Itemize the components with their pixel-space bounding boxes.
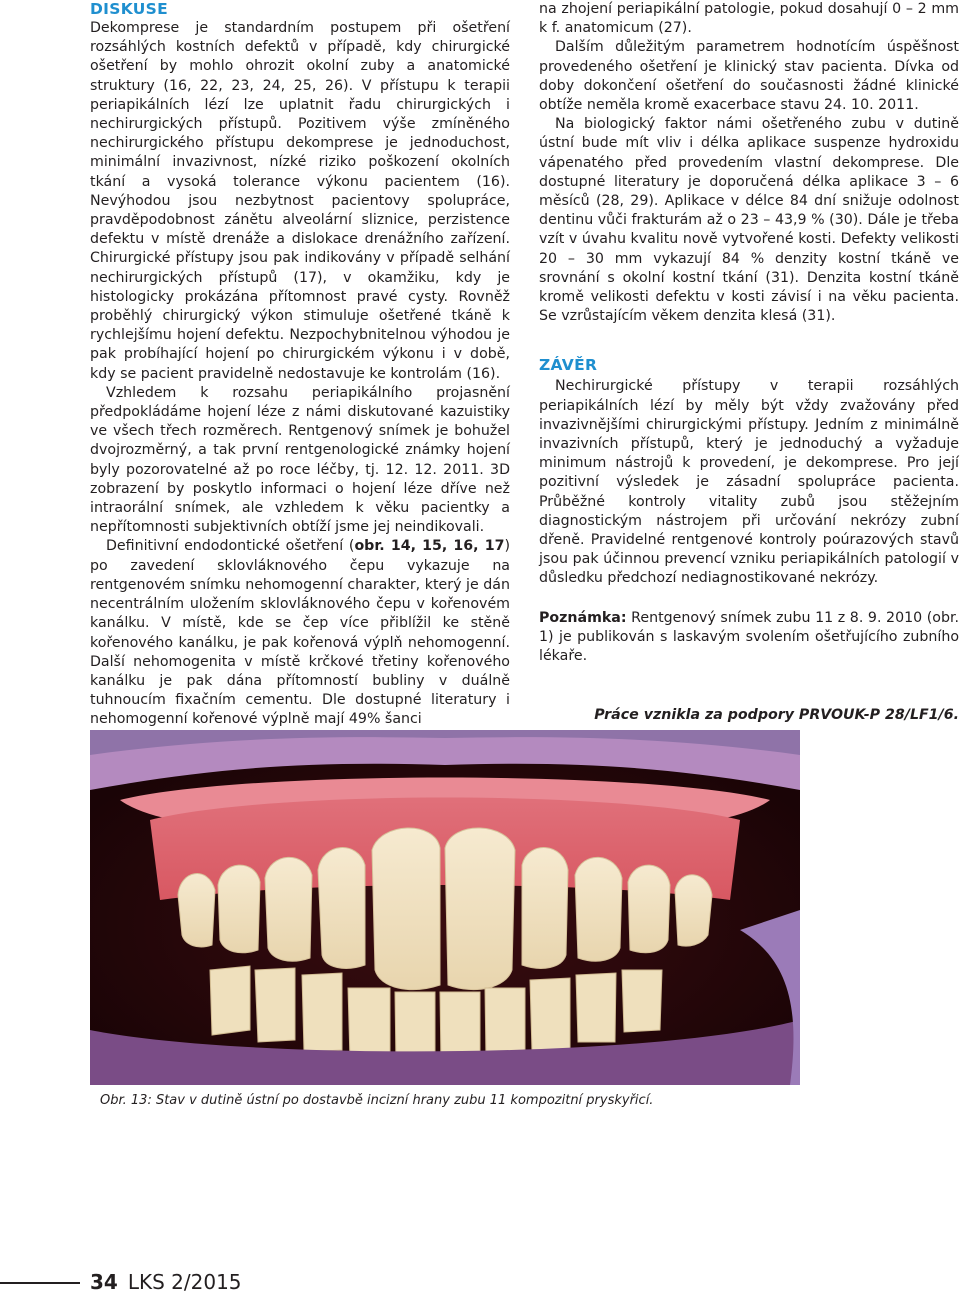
paragraph-text: Definitivní endodontické ošetření ( [106, 538, 355, 555]
page-number: 34 [90, 1270, 118, 1294]
paragraph-conclusion: Nechirurgické přístupy v terapii rozsáhlých periapikálních lézí by měly být vždy zvažovány před invazivnějšími chirurgickými přístupy. Jedním z minimálně invazivních přístupů, který je jednoduchý a vyžaduje minimum nástrojů k provedení, je dekomprese. Pro její pozitivní výsledek je zásadní spolupráce pacienta. Průběžné kontroly vitality zubů jsou stěžejním diagnostickým nástrojem při určování nekrózy zubní dřeně. Pravidelné rentgenové kontroly poúrazových stavů jsou pak účinnou prevencí vzniku periapikálních patologií v důsledku předchozí nediagnostikované nekrózy. [539, 378, 959, 587]
section-heading-diskuse: DISKUSE [90, 0, 168, 18]
paragraph: Vzhledem k rozsahu periapikálního projasnění předpokládáme hojení léze z námi diskutované kazuistiky ve všech třech rozměrech. Rentgenový snímek je bohužel dvojrozměrný, a tak první rentgenologické známky hojení byly pozorovatelné až po roce léčby, tj. 12. 12. 2011. 3D zobrazení by poskytlo informaci o hojení léze dříve než intraorální snímek, ale vzhledem k věku pacientky a nepřítomnosti subjektivních obtíží jsme jej neindikovali. [90, 384, 510, 536]
note [539, 609, 959, 667]
journal-name: LKS 2/2015 [127, 1270, 242, 1294]
figure-caption: Obr. 13: Stav v dutině ústní po dostavbě incizní hrany zubu 11 kompozitní pryskyřicí. [100, 1093, 654, 1108]
note-label: Poznámka: [539, 609, 627, 626]
paragraph: Dekomprese je standardním postupem při ošetření rozsáhlých kostních defektů v případě, kdy chirurgické ošetření by mohlo ohrozit okolní zuby a anatomické struktury (16, 22, 23, 24, 25, 26). V přístupu k terapii periapikálních lézí lze uplatnit řadu chirurgických i nechirurgických přístupů. Pozitivem výše zmíněného nechirurgického přístupu dekomprese je jednoduchost, minimální invazivnost, nízké riziko poškození okolních tkání a vysoká tolerance výkonu pacientem (16). Nevýhodou jsou nezbytnost pacientovy spolupráce, pravděpodobnost zánětu alveolární sliznice, perzistence defektu v místě drenáže a dislokace drenážního zařízení. Chirurgické přístupy jsou pak indikovány v případě selhání nechirurgických přístupů (17), v okamžiku, kdy je histologicky prokázána přítomnost pravé cysty. Rovněž proběhlý chirurgický výkon stimuluje ošetřené tkáně k rychlejšímu hojení defektu. Nezpochybnitelnou výhodou je pak probíhající hojení po chirurgickém výkonu i v době, kdy se pacient pravidelně nedostavuje ke kontrolám (16). [90, 20, 510, 382]
acknowledgement: Práce vznikla za podpory PRVOUK-P 28/LF1/6. [594, 707, 959, 724]
paragraph: na zhojení periapikální patologie, pokud dosahují 0 – 2 mm k f. anatomicum (27). [539, 1, 959, 37]
dental-photo-illustration [90, 730, 800, 1085]
paragraph: Na biologický faktor námi ošetřeného zubu v dutině ústní bude mít vliv i délka aplikace suspenze hydroxidu vápenatého před provedením vlastní dekomprese. Dle dostupné literatury je doporučená délka aplikace 3 – 6 měsíců (28, 29). Aplikace v délce 84 dní snižuje odolnost dentinu vůči frakturám až o 23 – 43,9 % (30). Dále je třeba vzít v úvahu kvalitu nově vytvořené kosti. Defekty velikosti 20 – 30 mm vykazují 84 % denzity kostní tkáně ve srovnání s okolní kostní tkání (31). Denzita kostní tkáně kromě velikosti defektu v kosti závisí i na věku pacienta. Se vzrůstajícím věkem denzita klesá (31). [539, 116, 959, 325]
paragraph-text: ) po zavedení sklovláknového čepu vykazuje na rentgenovém snímku nehomogenní charakter, který je dán necentrálním uložením sklovláknového čepu v kořenovém kanálku. V místě, kde se čep více přiblížil ke stěně kořenového kanálku, je pak kořenová výplň nehomogenní. Další nehomogenita v místě krčkové třetiny kořenového kanálku je pak dána přítomností bubliny v duálně tuhnoucím fixačním cementu. Dle dostupné literatury i nehomogenní kořenové výplně mají 49% šanci [90, 538, 510, 728]
paragraph: Dalším důležitým parametrem hodnotícím úspěšnost provedeného ošetření je klinický stav pacienta. Dívka od doby dokončení ošetření do současnosti žádné klinické obtíže neměla kromě exacerbace stavu 24. 10. 2011. [539, 39, 959, 114]
page-footer [90, 1270, 242, 1294]
left-column [90, 0, 510, 730]
dental-photo [90, 730, 800, 1085]
note-text: Rentgenový snímek zubu 11 z 8. 9. 2010 (obr. 1) je publikován s laskavým svolením ošetřujícího zubního lékaře. [539, 609, 959, 665]
footer-rule [0, 1282, 80, 1284]
figure-reference: obr. 14, 15, 16, 17 [354, 538, 505, 555]
section-heading-zaver: ZÁVĚR [539, 356, 598, 375]
right-column [539, 0, 959, 726]
paragraph-endo [90, 537, 510, 729]
